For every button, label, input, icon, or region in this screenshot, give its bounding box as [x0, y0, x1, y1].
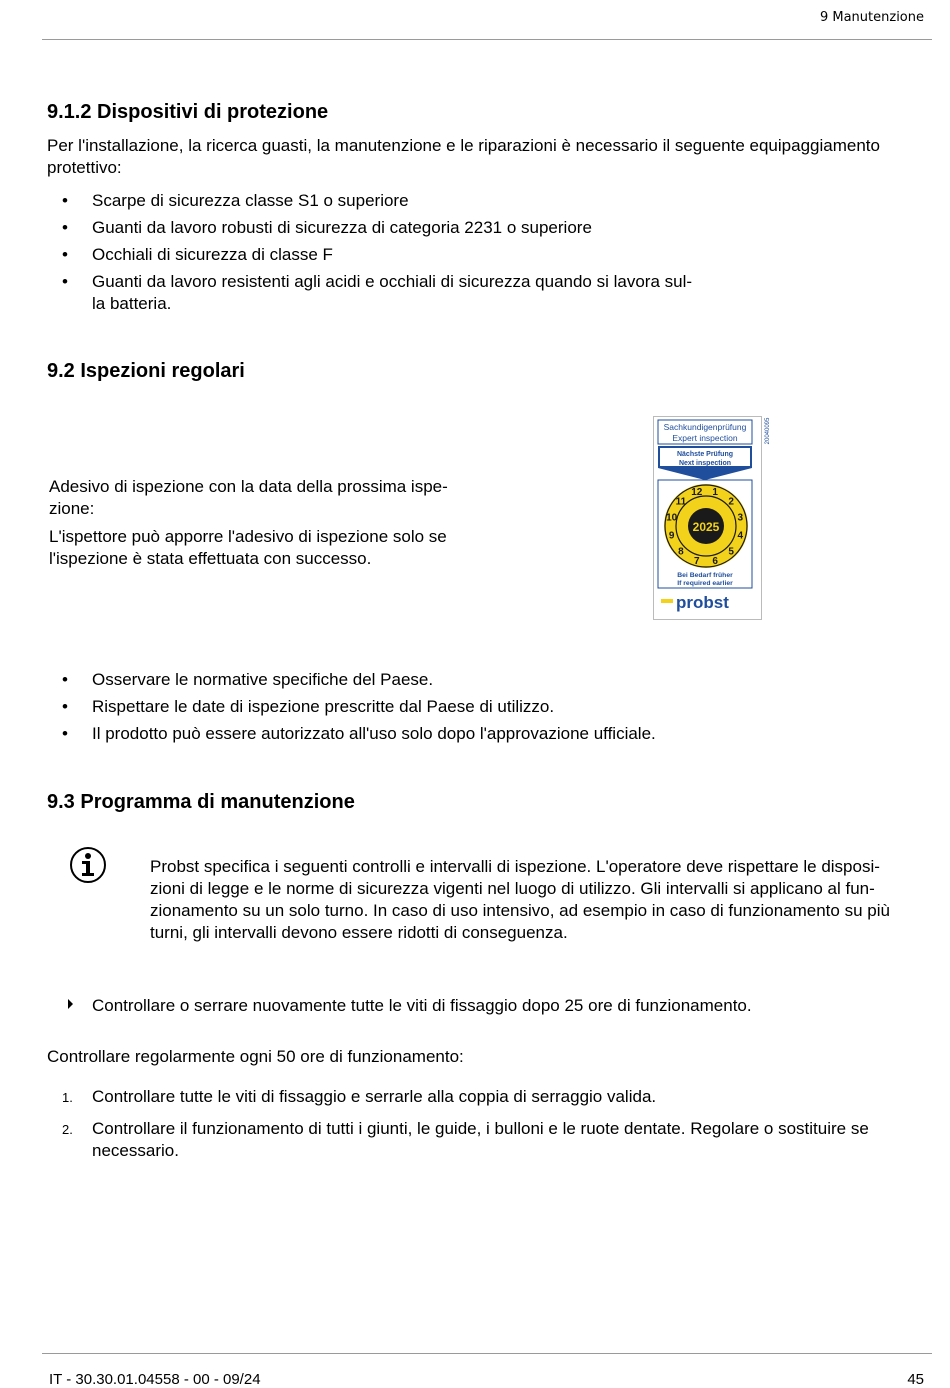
month-label: 7: [694, 555, 700, 567]
month-label: 9: [668, 530, 675, 542]
page-number: 45: [907, 1371, 924, 1388]
month-label: 10: [666, 512, 678, 524]
bullet-icon: •: [62, 724, 68, 743]
month-label: 11: [675, 496, 687, 508]
month-label: 12: [691, 487, 703, 499]
heading-9-2: 9.2 Ispezioni regolari: [47, 360, 245, 382]
inspection-sticker: [653, 416, 771, 620]
regular-intro: Controllare regolarmente ogni 50 ore di funzionamento:: [47, 1047, 464, 1066]
bullet-icon: •: [62, 272, 68, 291]
month-label: 4: [737, 530, 744, 542]
header-divider: [42, 39, 932, 40]
document-id: IT - 30.30.01.04558 - 00 - 09/24: [49, 1371, 261, 1388]
inspection-sticker-graphic: [654, 417, 771, 619]
list-item: • Osservare le normative specifiche del Paese.: [62, 670, 434, 689]
month-label: 6: [712, 555, 718, 567]
sticker-bedarf-de: Bei Bedarf früher: [677, 572, 733, 579]
step-number: 2.: [62, 1122, 73, 1137]
sticker-line2: Expert inspection: [672, 433, 738, 443]
heading-9-1-2: 9.1.2 Dispositivi di protezione: [47, 101, 329, 123]
list-item: • Occhiali di sicurezza di classe F: [62, 245, 333, 264]
protective-intro: Per l'installazione, la ricerca guasti, la manutenzione e le riparazioni è necessario il seguente equipaggiamento protettivo:: [47, 136, 880, 177]
step-text: Controllare tutte le viti di fissaggio e serrarle alla coppia di serraggio valida.: [92, 1087, 657, 1106]
bullet-icon: •: [62, 670, 68, 689]
month-label: 3: [737, 512, 744, 524]
heading-9-3: 9.3 Programma di manutenzione: [47, 791, 355, 813]
list-item: • Guanti da lavoro robusti di sicurezza di categoria 2231 o superiore: [62, 218, 592, 237]
sticker-next-de: Nächste Prüfung: [676, 451, 734, 458]
step-text: Controllare il funzionamento di tutti i giunti, le guide, i bulloni e le ruote dentate. Regolare o sostituire se necessario.: [92, 1119, 869, 1160]
month-label: 8: [678, 546, 684, 558]
maintenance-steps: [62, 1086, 912, 1162]
probst-logo-mark: [661, 599, 673, 603]
action-step: Controllare o serrare nuovamente tutte le viti di fissaggio dopo 25 ore di funzionamento.: [92, 996, 752, 1015]
action-arrow-icon: [67, 996, 75, 1016]
inspection-list: [62, 669, 762, 745]
sticker-next-en: Next inspection: [678, 460, 732, 467]
list-item: • Rispettare le date di ispezione prescritte dal Paese di utilizzo.: [62, 697, 555, 716]
bullet-icon: •: [62, 218, 68, 237]
sticker-note: L'ispettore può apporre l'adesivo di ispezione solo se l'ispezione è stata effettuata con successo.: [49, 527, 447, 568]
protective-list: [62, 190, 762, 315]
sticker-line1: Sachkundigenprüfung: [663, 422, 747, 432]
month-label: 5: [728, 546, 734, 558]
sticker-side-code: 20040095: [765, 417, 771, 445]
list-item: • Scarpe di sicurezza classe S1 o superiore: [62, 191, 409, 210]
probst-logo: probst: [676, 593, 729, 612]
list-item: • Guanti da lavoro resistenti agli acidi e occhiali di sicurezza quando si lavora sul- la batteria.: [62, 272, 693, 313]
sticker-arrow-icon: [658, 468, 752, 480]
bullet-icon: •: [62, 245, 68, 264]
bullet-icon: •: [62, 191, 68, 210]
header-chapter: 9 Manutenzione: [819, 10, 924, 25]
list-item: • Il prodotto può essere autorizzato all'uso solo dopo l'approvazione ufficiale.: [62, 724, 656, 743]
step-number: 1.: [62, 1090, 73, 1105]
bullet-icon: •: [62, 697, 68, 716]
footer-divider: [42, 1353, 932, 1354]
info-text: Probst specifica i seguenti controlli e intervalli di ispezione. L'operatore deve rispettare le disposi- zioni di legge e le norme di sicurezza vigenti nel luogo di utilizzo. Gli intervalli si applicano al fun- zionamento su un solo turno. In caso di uso intensivo, ad esempio in caso di funzionamento su più turni, gli intervalli devono essere ridotti di conseguenza.: [150, 857, 890, 942]
step-item: [62, 1118, 912, 1162]
month-label: 2: [728, 496, 734, 508]
step-item: [62, 1086, 912, 1108]
sticker-bedarf-en: If required earlier: [677, 580, 733, 587]
sticker-caption: Adesivo di ispezione con la data della prossima ispe- zione:: [49, 477, 448, 518]
info-icon: [69, 846, 107, 884]
sticker-year: 2025: [692, 520, 720, 534]
month-label: 1: [712, 487, 718, 499]
